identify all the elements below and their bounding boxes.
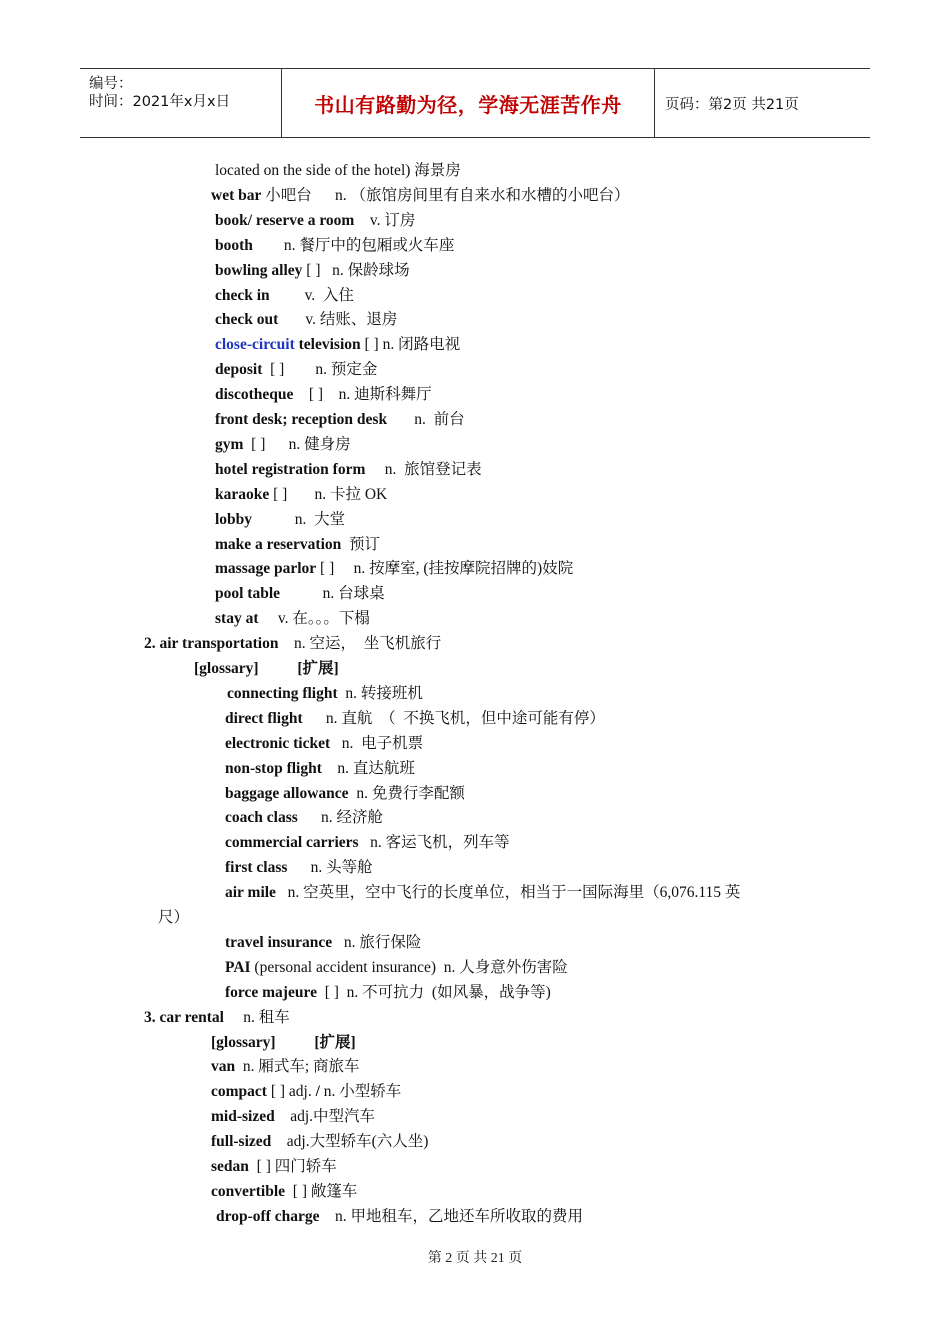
glossary-term: drop-off charge xyxy=(216,1207,320,1225)
glossary-definition: n. 餐厅中的包厢或火车座 xyxy=(252,236,455,254)
glossary-line xyxy=(215,310,397,330)
glossary-line xyxy=(211,1182,357,1202)
glossary-definition: [ ] 敞篷车 xyxy=(285,1182,358,1200)
glossary-definition: n. 厢式车; 商旅车 xyxy=(235,1058,360,1076)
glossary-definition: [ ] n. 健身房 xyxy=(243,435,351,453)
glossary-term: van xyxy=(211,1058,236,1076)
glossary-term: hotel registration form xyxy=(215,460,366,478)
glossary-line xyxy=(211,1107,375,1127)
glossary-line xyxy=(215,535,380,555)
glossary-line xyxy=(215,510,345,530)
glossary-line xyxy=(225,883,740,903)
glossary-line xyxy=(215,609,370,629)
glossary-line xyxy=(225,734,423,754)
glossary-line xyxy=(225,759,415,779)
page-footer: 第 2 页 共 21 页 xyxy=(427,1251,523,1266)
glossary-term: [glossary] [扩展] xyxy=(211,1033,356,1051)
glossary-term: deposit xyxy=(215,361,263,379)
glossary-definition: [ ] n. 卡拉 OK xyxy=(269,485,388,503)
glossary-term: force majeure xyxy=(225,983,317,1001)
glossary-definition: [ ] n. 预定金 xyxy=(262,361,378,379)
glossary-term: connecting flight xyxy=(227,684,338,702)
glossary-definition: 小吧台 n. （旅馆房间里有自来水和水槽的小吧台） xyxy=(261,186,630,204)
glossary-term: commercial carriers xyxy=(225,834,359,852)
glossary-line xyxy=(227,684,423,704)
glossary-definition: [ ] n. 按摩室, (挂按摩院招牌的)妓院 xyxy=(316,560,574,578)
glossary-term: lobby xyxy=(215,510,253,528)
glossary-term: / xyxy=(315,1083,320,1101)
glossary-term: close-circuit xyxy=(215,336,295,354)
glossary-line xyxy=(215,286,354,306)
glossary-definition: n. 电子机票 xyxy=(330,734,424,752)
glossary-line xyxy=(225,983,551,1003)
glossary-line xyxy=(215,335,460,355)
doc-time-label: 时间：2021年x月x日 xyxy=(89,94,231,110)
glossary-definition: v. 在。。。下榻 xyxy=(258,610,370,628)
glossary-line xyxy=(211,1057,360,1077)
glossary-line xyxy=(215,485,387,505)
glossary-definition: [ ] adj. xyxy=(266,1083,316,1101)
glossary-term: coach class xyxy=(225,809,298,827)
glossary-definition: n. 小型轿车 xyxy=(319,1083,402,1101)
glossary-line xyxy=(215,211,415,231)
glossary-line xyxy=(215,435,351,455)
glossary-definition: [ ] n. 迪斯科舞厅 xyxy=(293,386,432,404)
glossary-term: gym xyxy=(215,435,244,453)
glossary-definition: n. 空运， 坐飞机旅行 xyxy=(278,635,442,653)
glossary-line xyxy=(215,460,482,480)
glossary-definition: v. 结账、退房 xyxy=(278,311,398,329)
glossary-definition: [ ] n. 闭路电视 xyxy=(360,336,461,354)
glossary-definition: n. 前台 xyxy=(387,411,465,428)
glossary-term: travel insurance xyxy=(225,933,333,951)
glossary-term: full-sized xyxy=(211,1133,272,1151)
glossary-term: book/ reserve a room xyxy=(215,211,355,229)
glossary-term: air mile xyxy=(225,884,276,902)
glossary-definition: n. 头等舱 xyxy=(287,859,373,877)
glossary-term: wet bar xyxy=(211,186,262,204)
glossary-line xyxy=(211,1157,337,1177)
glossary-line xyxy=(158,908,189,928)
glossary-term: karaoke xyxy=(215,485,270,503)
glossary-line xyxy=(194,659,339,679)
glossary-term: massage parlor xyxy=(215,560,317,578)
header-motto: 书山有路勤为径，学海无涯苦作舟 xyxy=(314,92,622,117)
glossary-definition: [ ] 四门轿车 xyxy=(248,1158,337,1175)
glossary-definition: n. 旅行保险 xyxy=(332,933,422,951)
glossary-term: booth xyxy=(215,236,253,254)
glossary-definition: adj.中型汽车 xyxy=(274,1108,376,1126)
glossary-line xyxy=(215,236,454,256)
glossary-term: stay at xyxy=(215,610,259,628)
glossary-line xyxy=(144,634,441,654)
glossary-line xyxy=(225,958,568,978)
glossary-line xyxy=(225,808,383,828)
glossary-definition: n. 直达航班 xyxy=(321,759,415,777)
glossary-definition: adj.大型轿车(六人坐) xyxy=(271,1133,429,1151)
header-page-label: 页码：第2页 共21页 xyxy=(665,96,799,113)
glossary-term: make a reservation xyxy=(215,535,342,553)
glossary-term: 2. air transportation xyxy=(144,635,279,653)
header-motto-cell xyxy=(282,69,655,137)
glossary-definition: n. 直航 （ 不换飞机，但中途可能有停） xyxy=(302,709,605,727)
glossary-term: television xyxy=(294,336,361,354)
glossary-term: pool table xyxy=(215,585,281,603)
glossary-term: front desk; reception desk xyxy=(215,411,388,428)
glossary-definition: v. 入住 xyxy=(269,286,354,304)
glossary-term: check in xyxy=(215,286,270,304)
glossary-definition: n. 空英里，空中飞行的长度单位，相当于一国际海里（6,076.115 英 xyxy=(275,884,741,902)
glossary-definition: n. 甲地租车，乙地还车所收取的费用 xyxy=(319,1207,583,1225)
glossary-line xyxy=(215,385,432,405)
glossary-term: check out xyxy=(215,311,279,329)
glossary-line xyxy=(215,360,377,380)
glossary-term: non-stop flight xyxy=(225,759,322,777)
glossary-line xyxy=(211,1132,428,1152)
page-header xyxy=(80,68,870,138)
glossary-term: bowling alley xyxy=(215,261,303,279)
glossary-line xyxy=(215,559,573,579)
glossary-line xyxy=(225,858,373,878)
glossary-line xyxy=(215,584,385,604)
glossary-term: baggage allowance xyxy=(225,784,349,802)
glossary-line xyxy=(216,1207,583,1227)
glossary-line xyxy=(211,186,630,206)
glossary-definition: n. 旅馆登记表 xyxy=(365,460,482,478)
glossary-line xyxy=(215,410,465,430)
header-meta xyxy=(80,69,282,137)
glossary-definition: (personal accident insurance) n. 人身意外伤害险 xyxy=(250,958,568,976)
glossary-term: PAI xyxy=(225,958,251,976)
glossary-line xyxy=(225,833,510,853)
glossary-definition: n. 台球桌 xyxy=(280,585,385,603)
glossary-definition: n. 租车 xyxy=(223,1008,290,1026)
glossary-definition: [ ] n. 保龄球场 xyxy=(302,261,410,279)
glossary-definition: n. 客运飞机，列车等 xyxy=(358,834,510,852)
glossary-definition: n. 经济舱 xyxy=(297,809,384,827)
glossary-definition: located on the side of the hotel) 海景房 xyxy=(215,162,461,179)
glossary-definition: 预订 xyxy=(341,535,381,553)
glossary-term: [glossary] [扩展] xyxy=(194,660,339,677)
glossary-definition: n. 转接班机 xyxy=(337,684,423,702)
glossary-definition: [ ] n. 不可抗力 (如风暴，战争等) xyxy=(316,983,551,1001)
glossary-definition: v. 订房 xyxy=(354,211,416,229)
glossary-line xyxy=(215,161,461,181)
glossary-line xyxy=(211,1082,401,1102)
glossary-line xyxy=(225,784,465,804)
glossary-definition: n. 大堂 xyxy=(252,510,346,528)
glossary-line xyxy=(225,933,421,953)
glossary-definition: n. 免费行李配额 xyxy=(348,784,465,802)
glossary-term: compact xyxy=(211,1083,267,1101)
glossary-term: electronic ticket xyxy=(225,734,331,752)
glossary-line xyxy=(215,261,410,281)
glossary-term: discotheque xyxy=(215,386,294,404)
glossary-line xyxy=(144,1008,290,1028)
glossary-term: direct flight xyxy=(225,709,303,727)
glossary-definition: 尺） xyxy=(158,909,190,926)
glossary-term: first class xyxy=(225,859,288,877)
glossary-line xyxy=(211,1033,356,1053)
glossary-term: 3. car rental xyxy=(144,1008,224,1026)
glossary-term: sedan xyxy=(211,1158,249,1175)
glossary-term: convertible xyxy=(211,1182,286,1200)
glossary-line xyxy=(225,709,605,729)
header-page-cell xyxy=(656,69,870,137)
glossary-term: mid-sized xyxy=(211,1108,275,1126)
doc-number-label: 编号： xyxy=(89,76,133,92)
